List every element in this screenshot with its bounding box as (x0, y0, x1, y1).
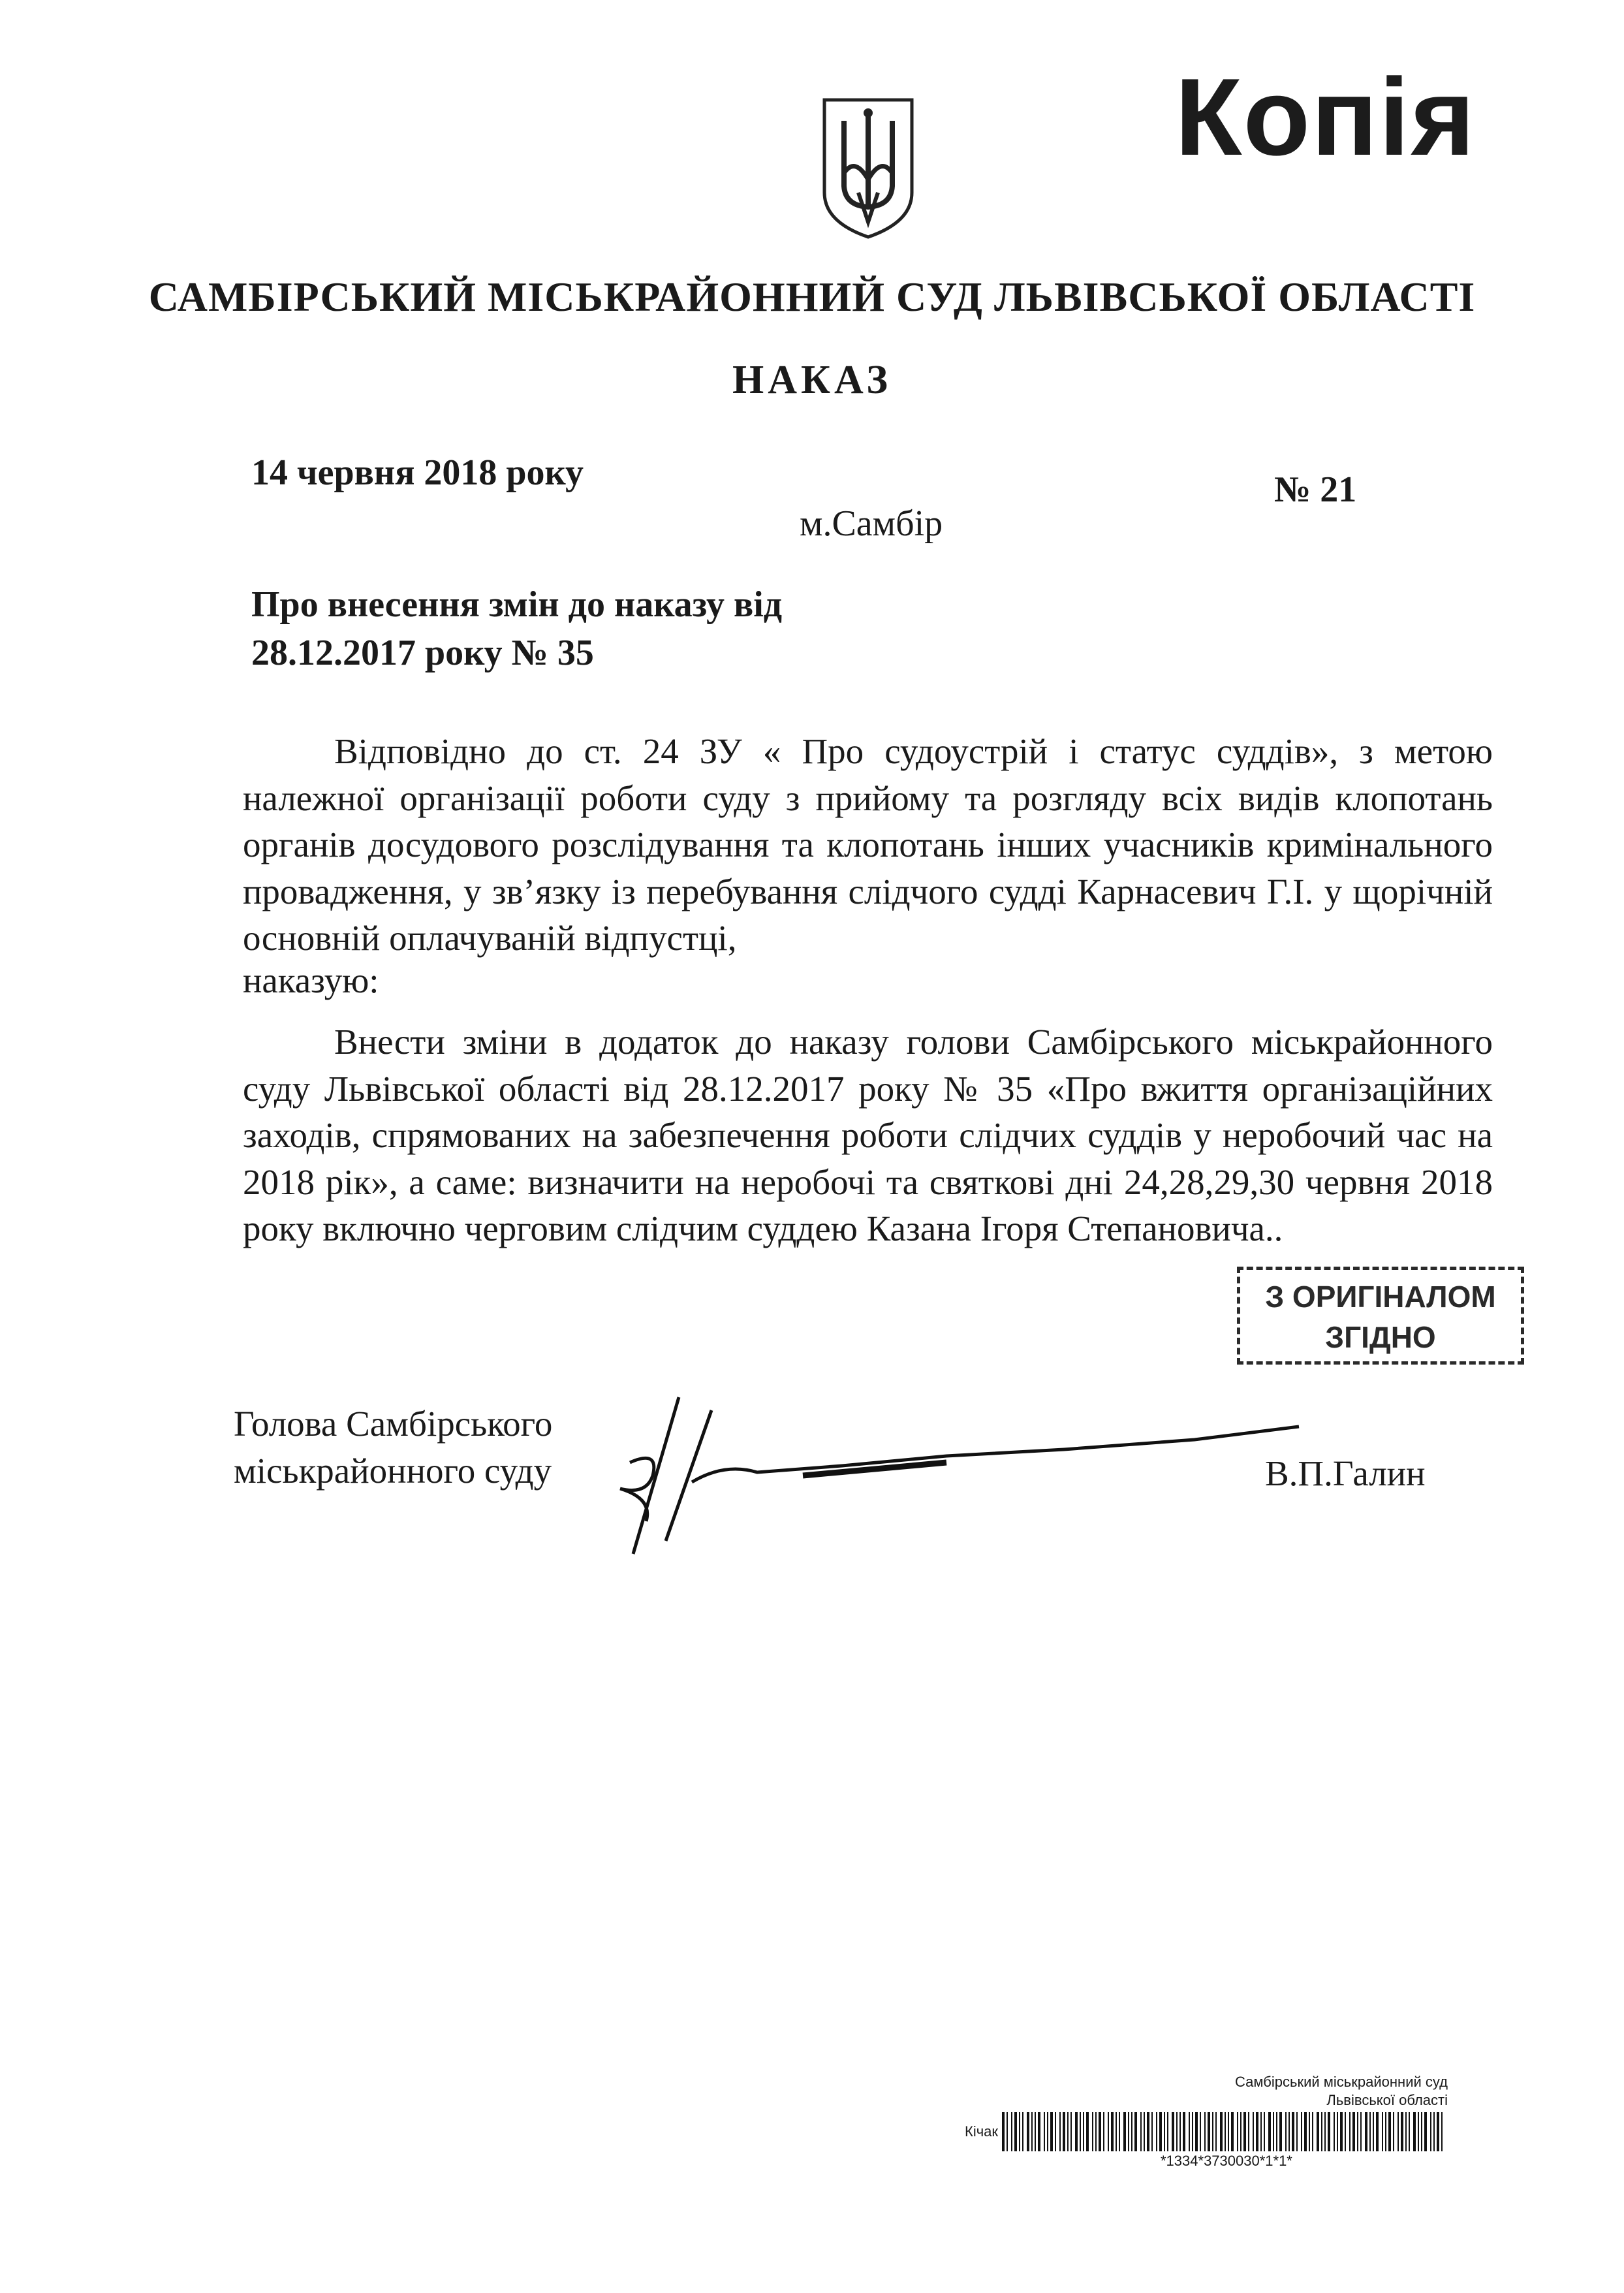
order-number: № 21 (1274, 469, 1357, 510)
order-subject (251, 581, 969, 678)
order-word: наказую: (243, 960, 379, 1000)
copy-mark: Копія (1175, 55, 1476, 178)
registration-barcode (965, 2073, 1493, 2170)
barcode-code: *1334*3730030*1*1* (1161, 2153, 1292, 2169)
city: м.Самбір (800, 503, 943, 544)
barcode-user: Кічак (965, 2123, 999, 2140)
position-line-2: міськрайонного суду (234, 1450, 552, 1491)
position-line-1: Голова Самбірського (234, 1404, 553, 1444)
court-name: САМБІРСЬКИЙ МІСЬКРАЙОННИЙ СУД ЛЬВІВСЬКОЇ ОБЛАСТІ (148, 274, 1476, 320)
certified-copy-stamp (1237, 1267, 1524, 1365)
order-date: 14 червня 2018 року (251, 452, 584, 493)
subject-line-1: Про внесення змін до наказу від (251, 584, 783, 625)
handwritten-signature (607, 1384, 1325, 1567)
stamp-line-2: ЗГІДНО (1325, 1320, 1436, 1354)
barcode-icon (1002, 2112, 1446, 2151)
signatory-position (234, 1400, 552, 1494)
coat-of-arms-icon (819, 95, 917, 242)
stamp-line-1: З ОРИГІНАЛОМ (1265, 1280, 1496, 1314)
document-type: НАКАЗ (732, 358, 892, 402)
signatory-name: В.П.Галин (1265, 1453, 1426, 1493)
preamble-paragraph: Відповідно до ст. 24 ЗУ « Про судоустрій і статус суддів», з метою належної організації роботи суду з прийому та розгляду всіх видів клопотань органів досудового розслідування та клопотань інших учасників кримінального провадження, у зв’язку із перебування слідчого судді Карнасевич Г.І. у щорічній основній оплачуваній відпустці, (243, 731, 1493, 958)
order-paragraph: Внести зміни в додаток до наказу голови Самбірського міськрайонного суду Львівської області від 28.12.2017 року № 35 «Про вжиття організаційних заходів, спрямованих на забезпечення роботи слідчих суддів у неробочий час на 2018 рік», а саме: визначити на неробочі та святкові дні 24,28,29,30 червня 2018 року включно черговим слідчим суддею Казана Ігоря Степановича.. (243, 1022, 1493, 1248)
barcode-org-line-1: Самбірський міськрайонний суд (1235, 2074, 1448, 2090)
barcode-org-line-2: Львівської області (1326, 2092, 1448, 2108)
subject-line-2: 28.12.2017 року № 35 (251, 632, 594, 673)
